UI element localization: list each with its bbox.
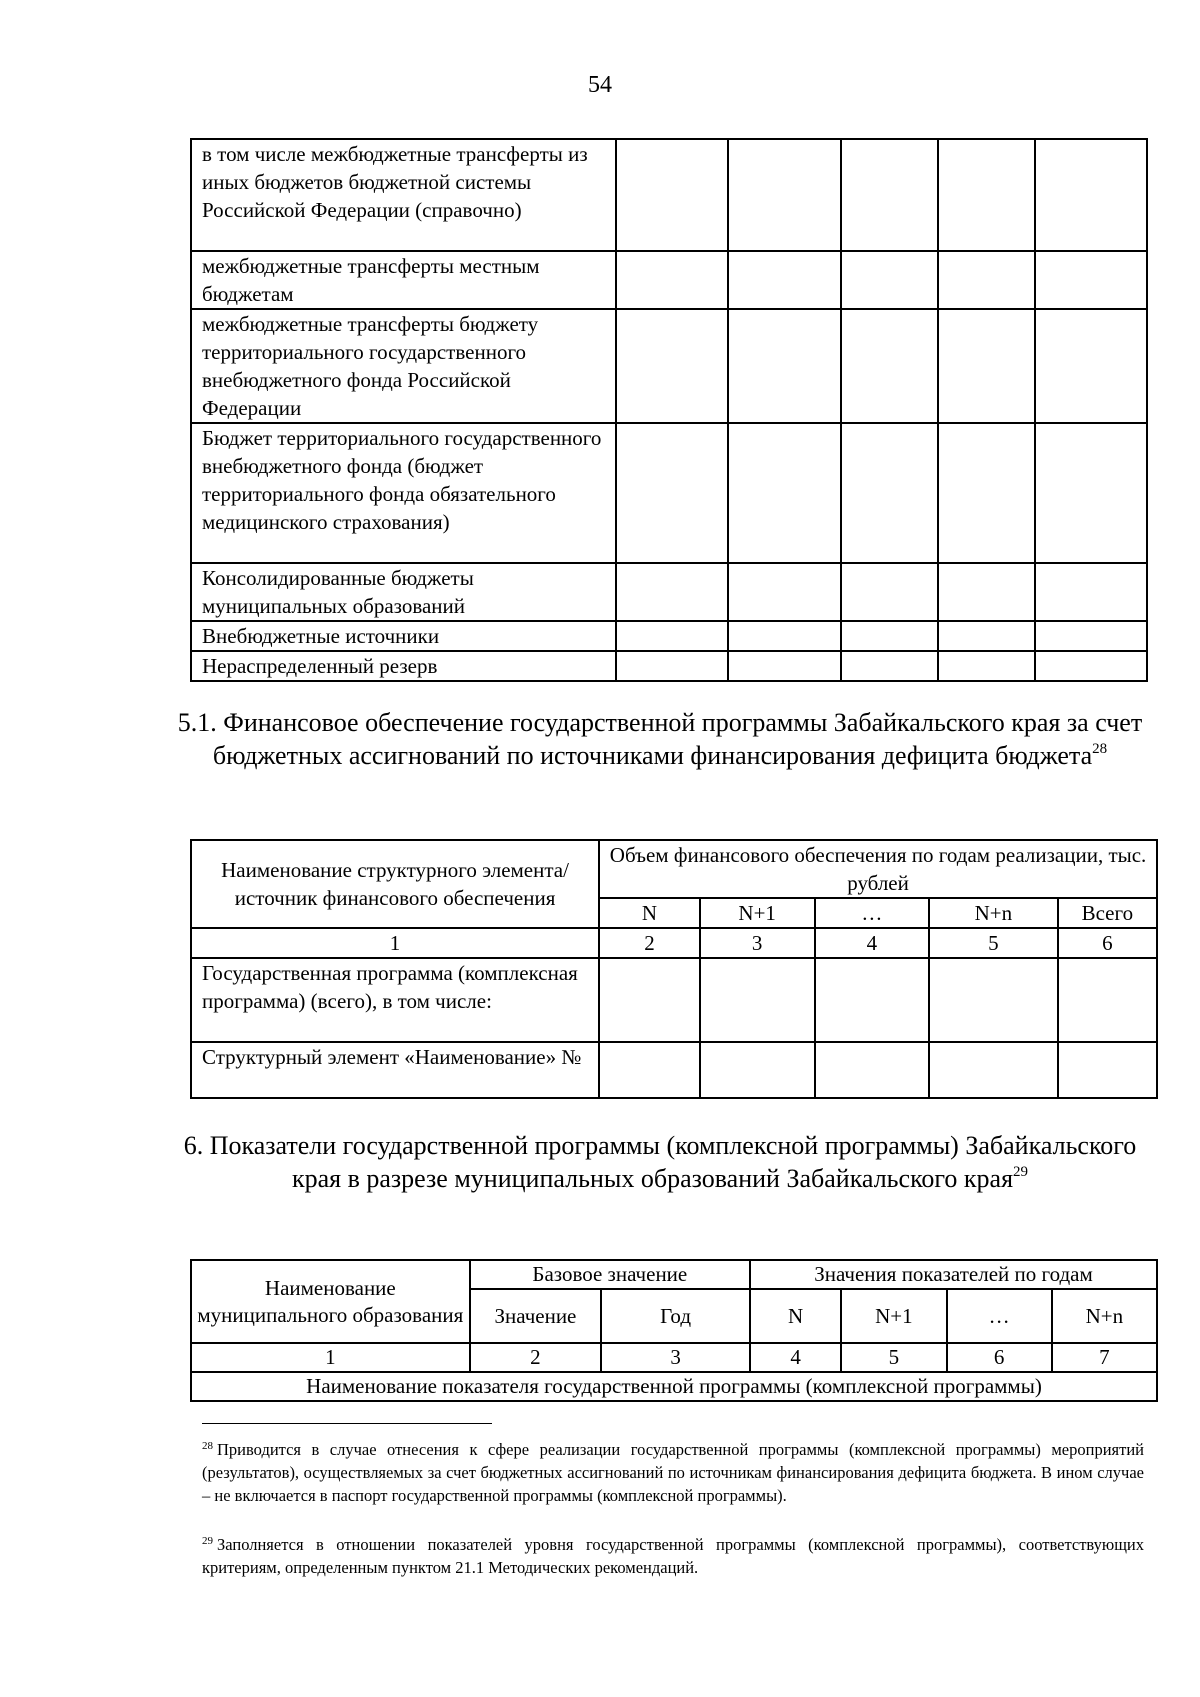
empty-cell: [841, 139, 938, 251]
table-row: [191, 563, 1147, 621]
footnote-text: Заполняется в отношении показателей уровня государственной программы (комплексной программы), соответствующих критериям, определенным пунктом 21.1 Методических рекомендаций.: [202, 1535, 1144, 1577]
indicators-table: [190, 1259, 1158, 1402]
empty-cell: [815, 1042, 930, 1098]
empty-cell: [1035, 251, 1147, 309]
empty-cell: [1058, 958, 1157, 1042]
table-row: [191, 1372, 1157, 1401]
table-row: [191, 423, 1147, 563]
year-header: N+n: [1052, 1289, 1157, 1343]
empty-cell: [938, 651, 1035, 681]
empty-cell: [841, 423, 938, 563]
col-number: 6: [947, 1343, 1052, 1372]
table-header-row: [191, 1260, 1157, 1289]
footnote-ref-29: 29: [1013, 1164, 1029, 1180]
values-by-year-header: Значения показателей по годам: [750, 1260, 1157, 1289]
row-label: межбюджетные трансферты местным бюджетам: [191, 251, 616, 309]
empty-cell: [728, 423, 840, 563]
empty-cell: [1058, 1042, 1157, 1098]
row-label: Структурный элемент «Наименование» №: [191, 1042, 599, 1098]
footnote-number: 28: [202, 1440, 213, 1452]
empty-cell: [1035, 621, 1147, 651]
col-number: 3: [700, 928, 815, 958]
empty-cell: [1035, 563, 1147, 621]
year-header: N: [750, 1289, 841, 1343]
footnote-text: Приводится в случае отнесения к сфере реализации государственной программы (комплексной программы) мероприятий (результатов), осуществляемых за счет бюджетных ассигнований по источникам финансирования дефицита бюджета. В ином случае – не включается в паспорт государственной программы (комплексной программы).: [202, 1440, 1144, 1505]
base-year-sub: Год: [601, 1289, 750, 1343]
empty-cell: [841, 563, 938, 621]
empty-cell: [616, 651, 728, 681]
empty-cell: [1035, 651, 1147, 681]
section-5-1-heading: [160, 706, 1160, 772]
row-label: Государственная программа (комплексная программа) (всего), в том числе:: [191, 958, 599, 1042]
empty-cell: [616, 139, 728, 251]
col1-header: Наименование структурного элемента/источник финансового обеспечения: [191, 840, 599, 928]
empty-cell: [815, 958, 930, 1042]
col1-header: Наименование муниципального образования: [191, 1260, 470, 1343]
empty-cell: [938, 309, 1035, 423]
empty-cell: [841, 651, 938, 681]
empty-cell: [938, 139, 1035, 251]
table-row: [191, 651, 1147, 681]
footnote-28: [202, 1438, 1144, 1507]
column-number-row: [191, 928, 1157, 958]
footnote-ref-28: 28: [1092, 741, 1108, 757]
col-number: 2: [470, 1343, 602, 1372]
empty-cell: [728, 563, 840, 621]
empty-cell: [616, 621, 728, 651]
row-label: Консолидированные бюджеты муниципальных образований: [191, 563, 616, 621]
empty-cell: [841, 621, 938, 651]
empty-cell: [929, 1042, 1058, 1098]
empty-cell: [728, 651, 840, 681]
table-row: [191, 139, 1147, 251]
table-row: [191, 251, 1147, 309]
indicator-name-row: Наименование показателя государственной программы (комплексной программы): [191, 1372, 1157, 1401]
col-number: 5: [841, 1343, 946, 1372]
year-header: N+1: [700, 898, 815, 928]
year-header: N: [599, 898, 700, 928]
page-number: 54: [588, 72, 612, 98]
footnote-29: [202, 1533, 1144, 1579]
column-number-row: [191, 1343, 1157, 1372]
empty-cell: [616, 423, 728, 563]
row-label: межбюджетные трансферты бюджету территориального государственного внебюджетного фонда Российской Федерации: [191, 309, 616, 423]
col-number: 5: [929, 928, 1058, 958]
financing-table: [190, 839, 1158, 1099]
empty-cell: [700, 1042, 815, 1098]
empty-cell: [1035, 139, 1147, 251]
col-number: 2: [599, 928, 700, 958]
section-6-heading: [160, 1129, 1160, 1195]
row-label: Бюджет территориального государственного внебюджетного фонда (бюджет территориального фонда обязательного медицинского страхования): [191, 423, 616, 563]
col-number: 6: [1058, 928, 1157, 958]
year-header: N+n: [929, 898, 1058, 928]
empty-cell: [616, 309, 728, 423]
empty-cell: [616, 251, 728, 309]
section-5-1-title: 5.1. Финансовое обеспечение государственной программы Забайкальского края за счет бюджетных ассигнований по источниками финансирования дефицита бюджета: [177, 708, 1143, 770]
table-row: [191, 309, 1147, 423]
empty-cell: [938, 563, 1035, 621]
empty-cell: [938, 251, 1035, 309]
empty-cell: [728, 251, 840, 309]
base-value-sub: Значение: [470, 1289, 602, 1343]
empty-cell: [938, 621, 1035, 651]
empty-cell: [599, 958, 700, 1042]
col-number: 4: [750, 1343, 841, 1372]
table-row: [191, 958, 1157, 1042]
empty-cell: [728, 139, 840, 251]
funding-sources-table: [190, 138, 1148, 682]
empty-cell: [1035, 309, 1147, 423]
col-number: 1: [191, 928, 599, 958]
col-number: 7: [1052, 1343, 1157, 1372]
empty-cell: [929, 958, 1058, 1042]
empty-cell: [728, 309, 840, 423]
empty-cell: [841, 309, 938, 423]
base-value-header: Базовое значение: [470, 1260, 750, 1289]
empty-cell: [599, 1042, 700, 1098]
empty-cell: [700, 958, 815, 1042]
col-number: 1: [191, 1343, 470, 1372]
total-header: Всего: [1058, 898, 1157, 928]
empty-cell: [728, 621, 840, 651]
year-header: N+1: [841, 1289, 946, 1343]
group-header: Объем финансового обеспечения по годам реализации, тыс. рублей: [599, 840, 1157, 898]
empty-cell: [938, 423, 1035, 563]
empty-cell: [616, 563, 728, 621]
col-number: 4: [815, 928, 930, 958]
footnote-divider: [202, 1423, 492, 1424]
section-6-title: 6. Показатели государственной программы (комплексной программы) Забайкальского края в разрезе муниципальных образований Забайкальского края: [183, 1131, 1137, 1193]
row-label: в том числе межбюджетные трансферты из иных бюджетов бюджетной системы Российской Федерации (справочно): [191, 139, 616, 251]
row-label: Внебюджетные источники: [191, 621, 616, 651]
year-header: …: [947, 1289, 1052, 1343]
table-row: [191, 621, 1147, 651]
empty-cell: [1035, 423, 1147, 563]
year-header: …: [815, 898, 930, 928]
row-label: Нераспределенный резерв: [191, 651, 616, 681]
empty-cell: [841, 251, 938, 309]
footnote-number: 29: [202, 1535, 213, 1547]
col-number: 3: [601, 1343, 750, 1372]
table-row: [191, 1042, 1157, 1098]
table-header-row: [191, 840, 1157, 898]
